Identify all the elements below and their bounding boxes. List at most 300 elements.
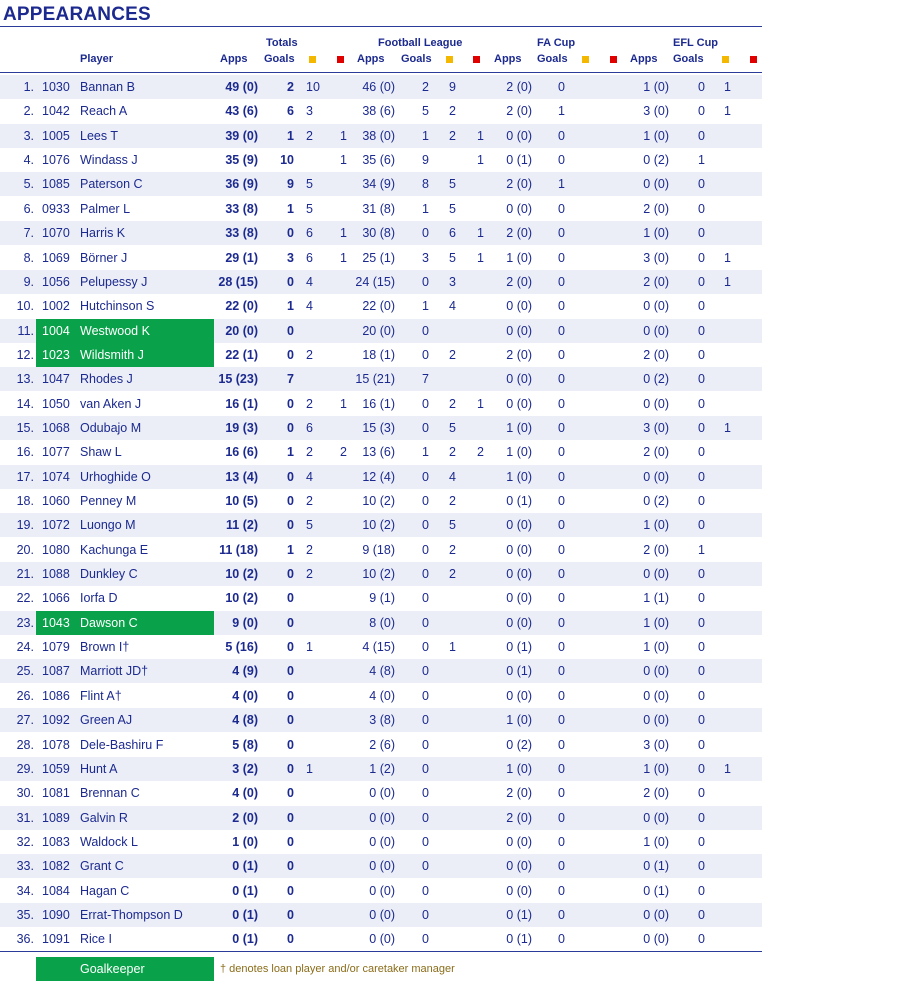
league-goals: 0 (422, 469, 429, 484)
totals-goals: 0 (287, 907, 294, 922)
row-number: 12. (16, 347, 34, 362)
facup-apps: 2 (0) (506, 786, 532, 801)
league-goals: 1 (422, 299, 429, 314)
facup-apps: 2 (0) (506, 177, 532, 192)
facup-goals: 0 (558, 80, 565, 94)
league-yellow-cards: 5 (449, 201, 456, 216)
eflcup-goals: 0 (698, 128, 705, 143)
table-row (0, 319, 762, 343)
league-apps: 35 (6) (362, 153, 395, 168)
eflcup-yellow-cards: 1 (724, 104, 731, 119)
eflcup-goals: 0 (698, 567, 705, 581)
eflcup-apps: 0 (2) (643, 494, 669, 508)
facup-goals: 1 (558, 177, 565, 192)
league-yellow-cards: 4 (449, 299, 456, 314)
totals-goals: 2 (287, 80, 294, 94)
eflcup-goals: 0 (698, 907, 705, 922)
league-goals: 1 (422, 201, 429, 216)
player-name: Galvin R (80, 810, 128, 825)
eflcup-apps: 2 (0) (643, 274, 669, 289)
table-row (0, 830, 762, 854)
eflcup-apps: 0 (0) (643, 688, 669, 703)
totals-red-cards: 1 (340, 153, 347, 168)
totals-yellow-cards: 6 (306, 420, 313, 435)
facup-apps: 0 (0) (506, 372, 532, 387)
eflcup-apps: 0 (0) (643, 664, 669, 679)
totals-goals: 0 (287, 688, 294, 703)
player-name: Kachunga E (80, 542, 149, 557)
header-player: Player (80, 53, 114, 65)
table-row (0, 708, 762, 732)
eflcup-goals: 0 (698, 445, 705, 460)
header-facup-goals: Goals (537, 53, 568, 65)
league-apps: 9 (1) (369, 591, 395, 606)
eflcup-yellow-cards: 1 (724, 420, 731, 435)
row-number: 10. (16, 299, 34, 314)
league-apps: 38 (6) (362, 104, 395, 119)
totals-apps: 4 (0) (232, 786, 258, 801)
league-apps: 46 (0) (362, 80, 395, 94)
eflcup-goals: 0 (698, 883, 705, 898)
totals-goals: 0 (287, 761, 294, 776)
totals-goals: 0 (287, 323, 294, 338)
red-card-icon (337, 56, 344, 63)
league-apps: 0 (0) (369, 834, 395, 849)
eflcup-apps: 0 (2) (643, 153, 669, 168)
eflcup-apps: 1 (0) (643, 80, 669, 94)
league-goals: 0 (422, 737, 429, 752)
player-name: Brennan C (80, 786, 140, 801)
totals-goals: 0 (287, 883, 294, 898)
totals-apps: 4 (0) (232, 688, 258, 703)
player-code: 1091 (42, 932, 70, 947)
player-name: Dele-Bashiru F (80, 737, 164, 752)
league-yellow-cards: 3 (449, 274, 456, 289)
eflcup-apps: 0 (0) (643, 932, 669, 947)
player-name: Brown I† (80, 640, 130, 655)
totals-apps: 10 (2) (225, 567, 258, 581)
eflcup-apps: 1 (0) (643, 226, 669, 241)
totals-goals: 0 (287, 274, 294, 289)
eflcup-apps: 1 (0) (643, 128, 669, 143)
facup-apps: 0 (0) (506, 299, 532, 314)
player-code: 1047 (42, 372, 70, 387)
table-row (0, 757, 762, 781)
totals-goals: 0 (287, 859, 294, 874)
row-number: 7. (23, 226, 34, 241)
player-code: 1084 (42, 883, 70, 898)
facup-apps: 0 (1) (506, 153, 532, 168)
facup-apps: 0 (0) (506, 128, 532, 143)
league-apps: 0 (0) (369, 810, 395, 825)
facup-apps: 0 (0) (506, 883, 532, 898)
table-row (0, 172, 762, 196)
table-row (0, 854, 762, 878)
row-number: 15. (16, 420, 34, 435)
league-goals: 0 (422, 786, 429, 801)
facup-apps: 0 (0) (506, 518, 532, 533)
facup-apps: 2 (0) (506, 226, 532, 241)
league-apps: 34 (9) (362, 177, 395, 192)
totals-goals: 6 (287, 104, 294, 119)
league-red-cards: 1 (477, 396, 484, 411)
league-yellow-cards: 2 (449, 542, 456, 557)
goalkeeper-legend-label: Goalkeeper (80, 962, 145, 976)
table-row (0, 903, 762, 927)
facup-goals: 0 (558, 591, 565, 606)
league-apps: 2 (6) (369, 737, 395, 752)
eflcup-goals: 1 (698, 153, 705, 168)
league-yellow-cards: 5 (449, 420, 456, 435)
player-code: 1030 (42, 80, 70, 94)
player-name: Hagan C (80, 883, 130, 898)
league-apps: 9 (18) (362, 542, 395, 557)
eflcup-goals: 0 (698, 469, 705, 484)
player-code: 1088 (42, 567, 70, 581)
player-name: Wildsmith J (80, 347, 144, 362)
facup-apps: 0 (0) (506, 591, 532, 606)
eflcup-goals: 0 (698, 494, 705, 508)
eflcup-goals: 0 (698, 201, 705, 216)
table-row (0, 781, 762, 805)
eflcup-yellow-cards: 1 (724, 250, 731, 265)
header-football-league: Football League (378, 37, 463, 49)
row-number: 9. (23, 274, 34, 289)
eflcup-apps: 1 (0) (643, 640, 669, 655)
league-apps: 16 (1) (362, 396, 395, 411)
table-row (0, 635, 762, 659)
player-name: Penney M (80, 494, 137, 508)
header-fa-cup: FA Cup (537, 37, 576, 49)
eflcup-goals: 0 (698, 834, 705, 849)
league-goals: 0 (422, 761, 429, 776)
eflcup-yellow-cards: 1 (724, 274, 731, 289)
row-number: 24. (16, 640, 34, 655)
league-apps: 0 (0) (369, 786, 395, 801)
table-row (0, 99, 762, 123)
league-red-cards: 1 (477, 153, 484, 168)
league-yellow-cards: 2 (449, 494, 456, 508)
totals-goals: 0 (287, 737, 294, 752)
player-name: Westwood K (80, 323, 150, 338)
totals-yellow-cards: 6 (306, 250, 313, 265)
eflcup-apps: 2 (0) (643, 201, 669, 216)
league-apps: 10 (2) (362, 494, 395, 508)
facup-goals: 0 (558, 128, 565, 143)
row-number: 8. (23, 250, 34, 265)
facup-apps: 0 (0) (506, 396, 532, 411)
eflcup-yellow-cards: 1 (724, 761, 731, 776)
player-name: Luongo M (80, 518, 136, 533)
totals-goals: 10 (280, 153, 294, 168)
row-number: 3. (23, 128, 34, 143)
facup-goals: 0 (558, 542, 565, 557)
eflcup-apps: 3 (0) (643, 250, 669, 265)
totals-apps: 13 (4) (225, 469, 258, 484)
red-card-icon (473, 56, 480, 63)
eflcup-apps: 0 (0) (643, 299, 669, 314)
league-yellow-cards: 5 (449, 177, 456, 192)
totals-apps: 15 (23) (218, 372, 258, 387)
league-goals: 0 (422, 274, 429, 289)
league-goals: 0 (422, 567, 429, 581)
facup-apps: 1 (0) (506, 420, 532, 435)
table-row (0, 246, 762, 270)
player-name: Iorfa D (80, 591, 118, 606)
player-name: Börner J (80, 250, 128, 265)
facup-apps: 0 (0) (506, 834, 532, 849)
facup-apps: 0 (1) (506, 640, 532, 655)
eflcup-apps: 1 (0) (643, 761, 669, 776)
totals-red-cards: 2 (340, 445, 347, 460)
table-row (0, 343, 762, 367)
eflcup-apps: 0 (0) (643, 469, 669, 484)
league-goals: 1 (422, 128, 429, 143)
totals-yellow-cards: 1 (306, 761, 313, 776)
totals-apps: 11 (2) (226, 518, 258, 533)
eflcup-apps: 2 (0) (643, 542, 669, 557)
table-row (0, 927, 762, 951)
facup-apps: 2 (0) (506, 274, 532, 289)
player-name: Rice I (80, 932, 112, 947)
totals-yellow-cards: 5 (306, 177, 313, 192)
player-name: van Aken J (80, 396, 142, 411)
totals-apps: 3 (2) (232, 761, 258, 776)
row-number: 11. (17, 323, 34, 338)
league-goals: 0 (422, 396, 429, 411)
league-goals: 0 (422, 494, 429, 508)
totals-apps: 16 (6) (225, 445, 258, 460)
row-number: 16. (16, 445, 34, 460)
facup-goals: 0 (558, 201, 565, 216)
league-apps: 15 (3) (362, 420, 395, 435)
totals-goals: 0 (287, 834, 294, 849)
player-name: Reach A (80, 104, 128, 119)
row-number: 13. (16, 372, 34, 387)
totals-apps: 10 (5) (225, 494, 258, 508)
totals-apps: 36 (9) (225, 177, 258, 192)
league-goals: 0 (422, 932, 429, 947)
league-goals: 0 (422, 640, 429, 655)
eflcup-goals: 0 (698, 640, 705, 655)
facup-goals: 0 (558, 932, 565, 947)
eflcup-goals: 0 (698, 250, 705, 265)
eflcup-goals: 0 (698, 664, 705, 679)
facup-apps: 1 (0) (506, 445, 532, 460)
row-number: 21. (16, 567, 34, 581)
table-row (0, 586, 762, 610)
row-number: 28. (16, 737, 34, 752)
totals-apps: 39 (0) (225, 128, 258, 143)
player-name: Windass J (80, 153, 138, 168)
red-card-icon (610, 56, 617, 63)
table-row (0, 659, 762, 683)
eflcup-apps: 1 (0) (643, 518, 669, 533)
row-number: 33. (16, 859, 34, 874)
facup-goals: 0 (558, 494, 565, 508)
eflcup-goals: 0 (698, 299, 705, 314)
eflcup-goals: 0 (698, 396, 705, 411)
totals-apps: 28 (15) (218, 274, 258, 289)
totals-apps: 0 (1) (232, 859, 258, 874)
facup-apps: 0 (1) (506, 494, 532, 508)
row-number: 34. (16, 883, 34, 898)
table-row (0, 148, 762, 172)
row-number: 36. (16, 932, 34, 947)
totals-goals: 0 (287, 469, 294, 484)
league-apps: 1 (2) (369, 761, 395, 776)
player-code: 1074 (42, 469, 70, 484)
eflcup-apps: 0 (0) (643, 177, 669, 192)
table-row (0, 806, 762, 830)
totals-yellow-cards: 6 (306, 226, 313, 241)
league-yellow-cards: 2 (449, 445, 456, 460)
yellow-card-icon (582, 56, 589, 63)
eflcup-apps: 1 (0) (643, 615, 669, 630)
table-row (0, 221, 762, 245)
league-goals: 0 (422, 518, 429, 533)
player-code: 1050 (42, 396, 70, 411)
league-goals: 0 (422, 591, 429, 606)
totals-apps: 43 (6) (225, 104, 258, 119)
player-code: 1092 (42, 713, 70, 728)
player-code: 1043 (42, 615, 70, 630)
league-apps: 10 (2) (362, 567, 395, 581)
totals-yellow-cards: 10 (306, 80, 320, 94)
facup-goals: 0 (558, 907, 565, 922)
league-yellow-cards: 5 (449, 250, 456, 265)
row-number: 19. (16, 518, 34, 533)
table-row (0, 684, 762, 708)
facup-apps: 2 (0) (506, 347, 532, 362)
eflcup-goals: 0 (698, 372, 705, 387)
table-bottom-rule (0, 951, 762, 952)
row-number: 29. (16, 761, 34, 776)
totals-goals: 0 (287, 713, 294, 728)
league-yellow-cards: 2 (449, 347, 456, 362)
eflcup-apps: 0 (1) (643, 859, 669, 874)
eflcup-apps: 0 (0) (643, 713, 669, 728)
facup-apps: 1 (0) (506, 713, 532, 728)
player-code: 1002 (42, 299, 70, 314)
row-number: 5. (23, 177, 34, 192)
player-name: Paterson C (80, 177, 143, 192)
player-code: 1087 (42, 664, 70, 679)
player-name: Flint A† (80, 688, 122, 703)
facup-goals: 0 (558, 688, 565, 703)
totals-apps: 33 (8) (225, 201, 258, 216)
header-totals-goals: Goals (264, 53, 295, 65)
facup-goals: 0 (558, 664, 565, 679)
league-apps: 25 (1) (362, 250, 395, 265)
totals-goals: 0 (287, 567, 294, 581)
loan-footnote: † denotes loan player and/or caretaker manager (220, 963, 455, 975)
eflcup-goals: 0 (698, 104, 705, 119)
league-yellow-cards: 2 (449, 128, 456, 143)
league-goals: 0 (422, 688, 429, 703)
table-row (0, 465, 762, 489)
eflcup-apps: 0 (0) (643, 907, 669, 922)
player-code: 1060 (42, 494, 70, 508)
totals-red-cards: 1 (340, 396, 347, 411)
facup-goals: 0 (558, 640, 565, 655)
player-name: Waldock L (80, 834, 138, 849)
totals-apps: 9 (0) (232, 615, 258, 630)
player-code: 1081 (42, 786, 70, 801)
eflcup-goals: 0 (698, 615, 705, 630)
league-goals: 9 (422, 153, 429, 168)
totals-apps: 22 (1) (225, 347, 258, 362)
totals-apps: 1 (0) (232, 834, 258, 849)
totals-yellow-cards: 2 (306, 542, 313, 557)
league-goals: 0 (422, 834, 429, 849)
league-red-cards: 1 (477, 226, 484, 241)
totals-apps: 0 (1) (232, 907, 258, 922)
league-yellow-cards: 4 (449, 469, 456, 484)
eflcup-yellow-cards: 1 (724, 80, 731, 94)
totals-red-cards: 1 (340, 128, 347, 143)
player-name: Harris K (80, 226, 126, 241)
league-goals: 0 (422, 713, 429, 728)
player-code: 1082 (42, 859, 70, 874)
facup-goals: 0 (558, 347, 565, 362)
league-yellow-cards: 2 (449, 104, 456, 119)
facup-goals: 0 (558, 153, 565, 168)
totals-goals: 0 (287, 932, 294, 947)
player-name: Grant C (80, 859, 124, 874)
facup-apps: 0 (1) (506, 907, 532, 922)
league-goals: 7 (422, 372, 429, 387)
row-number: 2. (23, 104, 34, 119)
header-totals-apps: Apps (220, 53, 248, 65)
facup-apps: 0 (1) (506, 932, 532, 947)
league-goals: 2 (422, 80, 429, 94)
eflcup-goals: 0 (698, 274, 705, 289)
eflcup-goals: 0 (698, 226, 705, 241)
eflcup-apps: 3 (0) (643, 104, 669, 119)
facup-goals: 0 (558, 810, 565, 825)
facup-goals: 0 (558, 834, 565, 849)
league-apps: 0 (0) (369, 859, 395, 874)
facup-apps: 1 (0) (506, 250, 532, 265)
facup-goals: 0 (558, 274, 565, 289)
player-name: Errat-Thompson D (80, 907, 183, 922)
player-name: Dawson C (80, 615, 138, 630)
row-number: 32. (16, 834, 34, 849)
league-goals: 0 (422, 859, 429, 874)
league-goals: 0 (422, 907, 429, 922)
player-name: Bannan B (80, 80, 135, 94)
league-apps: 4 (8) (369, 664, 395, 679)
totals-apps: 35 (9) (225, 153, 258, 168)
league-apps: 10 (2) (362, 518, 395, 533)
player-name: Hutchinson S (80, 299, 155, 314)
player-code: 1078 (42, 737, 70, 752)
league-apps: 0 (0) (369, 907, 395, 922)
yellow-card-icon (446, 56, 453, 63)
row-number: 17. (16, 469, 34, 484)
eflcup-goals: 0 (698, 786, 705, 801)
facup-apps: 0 (0) (506, 323, 532, 338)
totals-goals: 1 (287, 201, 294, 216)
league-goals: 3 (422, 250, 429, 265)
facup-apps: 0 (1) (506, 664, 532, 679)
player-name: Hunt A (80, 761, 118, 776)
eflcup-apps: 1 (0) (643, 834, 669, 849)
facup-goals: 0 (558, 713, 565, 728)
row-number: 6. (23, 201, 34, 216)
eflcup-goals: 0 (698, 737, 705, 752)
